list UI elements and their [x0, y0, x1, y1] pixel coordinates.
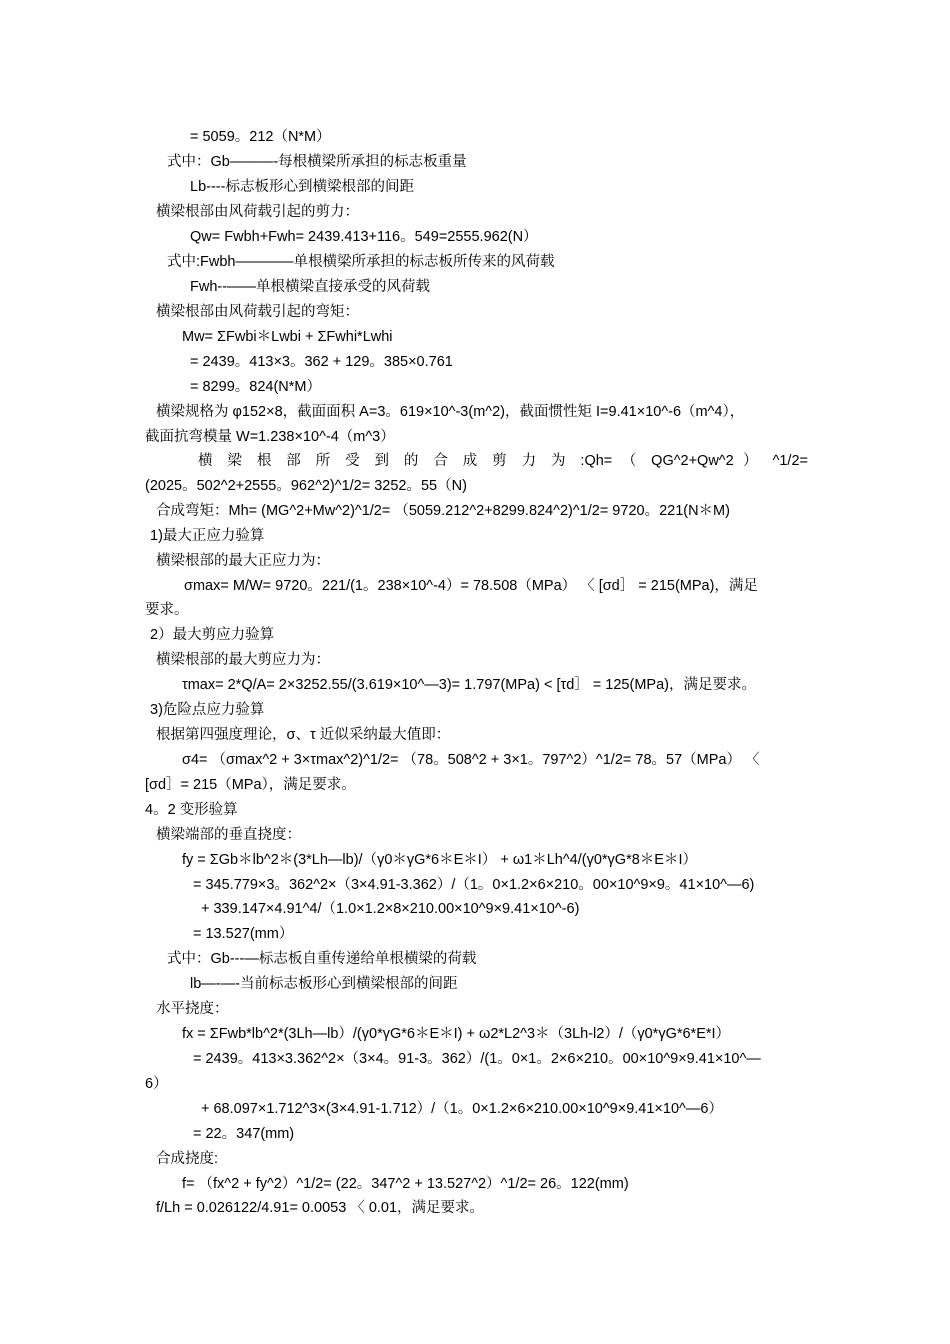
- text-line: = 5059。212（N*M）: [190, 129, 331, 145]
- text-line: 式中：Gb---—标志板自重传递给单根横梁的荷载: [167, 951, 477, 967]
- text-line: + 68.097×1.712^3×(3×4.91-1.712）/（1。0×1.2×6×210.00×10^9×9.41×10^—6）: [201, 1101, 723, 1117]
- text-line: lb—-—-当前标志板形心到横梁根部的间距: [190, 976, 458, 992]
- text-line: Mw= ΣFwbi＊Lwbi + ΣFwhi*Lwhi: [182, 329, 393, 345]
- text-line: 1)最大正应力验算: [150, 528, 265, 544]
- text-line: = 13.527(mm）: [193, 926, 294, 942]
- text-line: σmax= M/W= 9720。221/(1。238×10^-4）= 78.508（MPa） 〈 [σd］ = 215(MPa)，满足: [184, 578, 758, 594]
- text-line: 合成挠度:: [156, 1151, 219, 1167]
- text-line: 截面抗弯模量 W=1.238×10^-4（m^3）: [145, 429, 395, 445]
- text-line-justified: 横 梁 根 部 所 受 到 的 合 成 剪 力 为 :Qh= （ QG^2+Qw^2 ） ^1/2=: [198, 453, 808, 469]
- text-line: 横梁根部由风荷载引起的剪力：: [156, 204, 359, 220]
- text-line: f= （fx^2 + fy^2）^1/2= (22。347^2 + 13.527^2）^1/2= 26。122(mm): [182, 1176, 629, 1192]
- text-line: 4。2 变形验算: [145, 802, 238, 818]
- text-line: 3)危险点应力验算: [150, 702, 265, 718]
- text-line: 式中：Gb———-每根横梁所承担的标志板重量: [167, 154, 467, 170]
- text-line: f/Lh = 0.026122/4.91= 0.0053 〈 0.01，满足要求。: [156, 1200, 485, 1216]
- text-line: 根据第四强度理论，σ、τ 近似采纳最大值即：: [156, 727, 451, 743]
- text-line: τmax= 2*Q/A= 2×3252.55/(3.619×10^—3)= 1.797(MPa) < [τd］ = 125(MPa)，满足要求。: [182, 677, 756, 693]
- text-line: 合成弯矩：Mh= (MG^2+Mw^2)^1/2= （5059.212^2+8299.824^2)^1/2= 9720。221(N＊M): [156, 503, 730, 519]
- text-line: 横梁规格为 φ152×8，截面面积 A=3。619×10^-3(m^2)，截面惯性矩 I=9.41×10^-6（m^4），: [156, 404, 745, 420]
- text-line: 横梁根部由风荷载引起的弯矩：: [156, 304, 359, 320]
- text-line: (2025。502^2+2555。962^2)^1/2= 3252。55（N): [145, 478, 467, 494]
- text-line: = 345.779×3。362^2×（3×4.91-3.362）/（1。0×1.2×6×210。00×10^9×9。41×10^—6): [193, 877, 755, 893]
- text-line: = 8299。824(N*M）: [190, 379, 321, 395]
- text-line: 横梁根部的最大剪应力为：: [156, 652, 330, 668]
- text-line: Qw= Fwbh+Fwh= 2439.413+116。549=2555.962(N）: [190, 229, 538, 245]
- text-line: = 2439。413×3。362 + 129。385×0.761: [190, 354, 453, 370]
- text-line: 要求。: [145, 602, 189, 618]
- text-line: 横梁端部的垂直挠度：: [156, 827, 301, 843]
- text-line: = 2439。413×3.362^2×（3×4。91-3。362）/(1。0×1。2×6×210。00×10^9×9.41×10^—: [193, 1051, 761, 1067]
- text-line: 水平挠度：: [156, 1001, 229, 1017]
- text-line: σ4= （σmax^2 + 3×τmax^2)^1/2= （78。508^2 + 3×1。797^2）^1/2= 78。57（MPa） 〈: [182, 752, 760, 768]
- text-line: fy = ΣGb＊lb^2＊(3*Lh—lb)/（γ0＊γG*6＊E＊I） + ω1＊Lh^4/(γ0*γG*8＊E＊I）: [182, 852, 697, 868]
- text-line: + 339.147×4.91^4/（1.0×1.2×8×210.00×10^9×9.41×10^-6): [201, 901, 580, 917]
- text-line: [σd］= 215（MPa），满足要求。: [145, 777, 356, 793]
- text-line: Fwh--——单根横梁直接承受的风荷载: [190, 279, 431, 295]
- text-line: Lb----标志板形心到横梁根部的间距: [190, 179, 414, 195]
- text-line: 6）: [145, 1076, 168, 1092]
- text-line: 横梁根部的最大正应力为：: [156, 553, 330, 569]
- text-line: fx = ΣFwb*lb^2*(3Lh—lb）/(γ0*γG*6＊E＊I) + ω2*L2^3＊（3Lh-l2）/（γ0*γG*6*E*I）: [182, 1026, 731, 1042]
- text-line: = 22。347(mm): [193, 1126, 295, 1142]
- text-line: 2）最大剪应力验算: [150, 627, 275, 643]
- text-line: 式中:Fwbh————单根横梁所承担的标志板所传来的风荷载: [167, 254, 555, 270]
